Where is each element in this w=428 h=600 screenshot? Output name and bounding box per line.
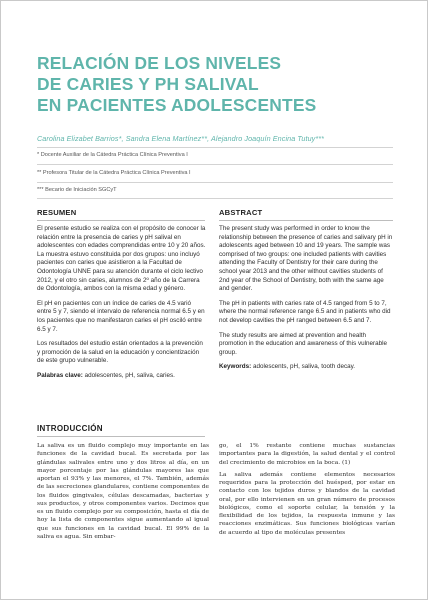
title-line: RELACIÓN DE LOS NIVELES [37, 53, 282, 73]
abstract-keywords [219, 363, 395, 372]
divider [37, 164, 393, 165]
abstract-paragraph: The present study was performed in order to know the relationship between the presence of caries and salivary pH in adolescents aged between 10 and 19 years. The sample was comprised of two groups: one included patients with cavities attending the Faculty of Dentistry for their care during the school year 2013 and the other without cavities students of 2nd year of the School of Dentistry, both with the same age and gender. [219, 225, 393, 293]
abstract-column [219, 225, 395, 378]
resumen-paragraph: El presente estudio se realiza con el propósito de conocer la relación entre la presencia de caries y pH salival en adolescentes con edades comprendidas entre 10 y 20 años. La muestra estuvo constituida por dos grupos: uno incluyó pacientes con caries que asistieron a la Facultad de Odontología UNNE para su atención durante el ciclo lectivo 2012, y el otro sin caries, alumnos de 2º año de la Carrera de Odontología, ambos con la misma edad y género. [37, 225, 206, 293]
resumen-heading: RESUMEN [37, 208, 77, 217]
keywords-label: Palabras clave: [37, 371, 83, 379]
body-paragraph: go, el 1% restante contiene muchas sustancias importantes para la digestión, la salud dental y el control del crecimiento de microbios en la boca. (1) [219, 443, 395, 466]
resumen-keywords [37, 372, 207, 381]
introduccion-left-column [37, 442, 209, 545]
abstract-paragraph: The pH in patients with caries rate of 4.5 ranged from 5 to 7, where the normal reference range 6.5 and in patients who did not develop cavities the pH ranged between 6.5 and 7. [219, 299, 391, 324]
introduccion-rule [37, 436, 205, 437]
keywords-label: Keywords: [219, 363, 252, 371]
abstract-paragraph: The study results are aimed at prevention and health promotion in the education and awareness of this vulnerable group. [219, 331, 388, 356]
affiliation-3: *** Becario de Iniciación SGCyT [37, 187, 117, 193]
resumen-rule [37, 220, 205, 221]
divider [37, 182, 393, 183]
resumen-paragraph: El pH en pacientes con un índice de caries de 4.5 varió entre 5 y 7, siendo el intervalo de referencia normal 6.5 y en los pacientes que no manifestaron caries el pH osciló entre 6.5 y 7. [37, 299, 205, 333]
resumen-paragraph: Los resultados del estudio están orientados a la prevención y promoción de la salud en la educación y concientización de este grupo vulnerable. [37, 340, 203, 365]
title-line: EN PACIENTES ADOLESCENTES [37, 95, 317, 115]
introduccion-heading: INTRODUCCIÓN [37, 424, 103, 433]
abstract-rule [219, 220, 393, 221]
divider [37, 198, 393, 199]
affiliation-1: * Docente Auxiliar de la Cátedra Práctica Clínica Preventiva I [37, 152, 188, 158]
resumen-column [37, 225, 207, 387]
divider [37, 147, 393, 148]
article-title [37, 53, 407, 116]
keywords-text: adolescentes, pH, saliva, caries. [82, 371, 175, 379]
body-paragraph: La saliva además contiene elementos necesarios requeridos para la protección del huésped, por estar en contacto con los tejidos duros y blandos de la cavidad oral, por ello intervienen en un gran número de procesos biológicos, como el soporte celular, la tensión y la flexibilidad de los tejidos, la respuesta inmune y las reacciones enzimáticas. Sus funciones biológicas varían de acuerdo al tipo de moléculas presentes [219, 471, 395, 536]
abstract-heading: ABSTRACT [219, 208, 263, 217]
body-paragraph: La saliva es un fluido complejo muy importante en las funciones de la cavidad bucal. Es secretada por las glándulas salivales entre uno y dos litros al día, en un mayor porcentaje por las glándulas mayores las que aportan el 93% y las menores, el 7%. También, además de las secreciones glandulares, contiene componentes de los fluidos gingivales, células descamadas, bacterias y sus productos, y otros componentes varios. Decimos que es un fluido complejo por su composición, hasta el día de hoy la lista de componentes sigue aumentando al igual que sus funciones en la cavidad bucal. El 99% de la saliva es agua. Sin embar- [37, 443, 209, 540]
affiliation-2: ** Profesora Titular de la Cátedra Práctica Clínica Preventiva I [37, 170, 191, 176]
author-list: Carolina Elizabet Barrios*, Sandra Elena Martínez**, Alejandro Joaquín Encina Tutuy*** [37, 134, 325, 143]
introduccion-right-column [219, 442, 395, 541]
title-line: DE CARIES Y PH SALIVAL [37, 74, 259, 94]
keywords-text: adolescents, pH, saliva, tooth decay. [251, 363, 356, 371]
